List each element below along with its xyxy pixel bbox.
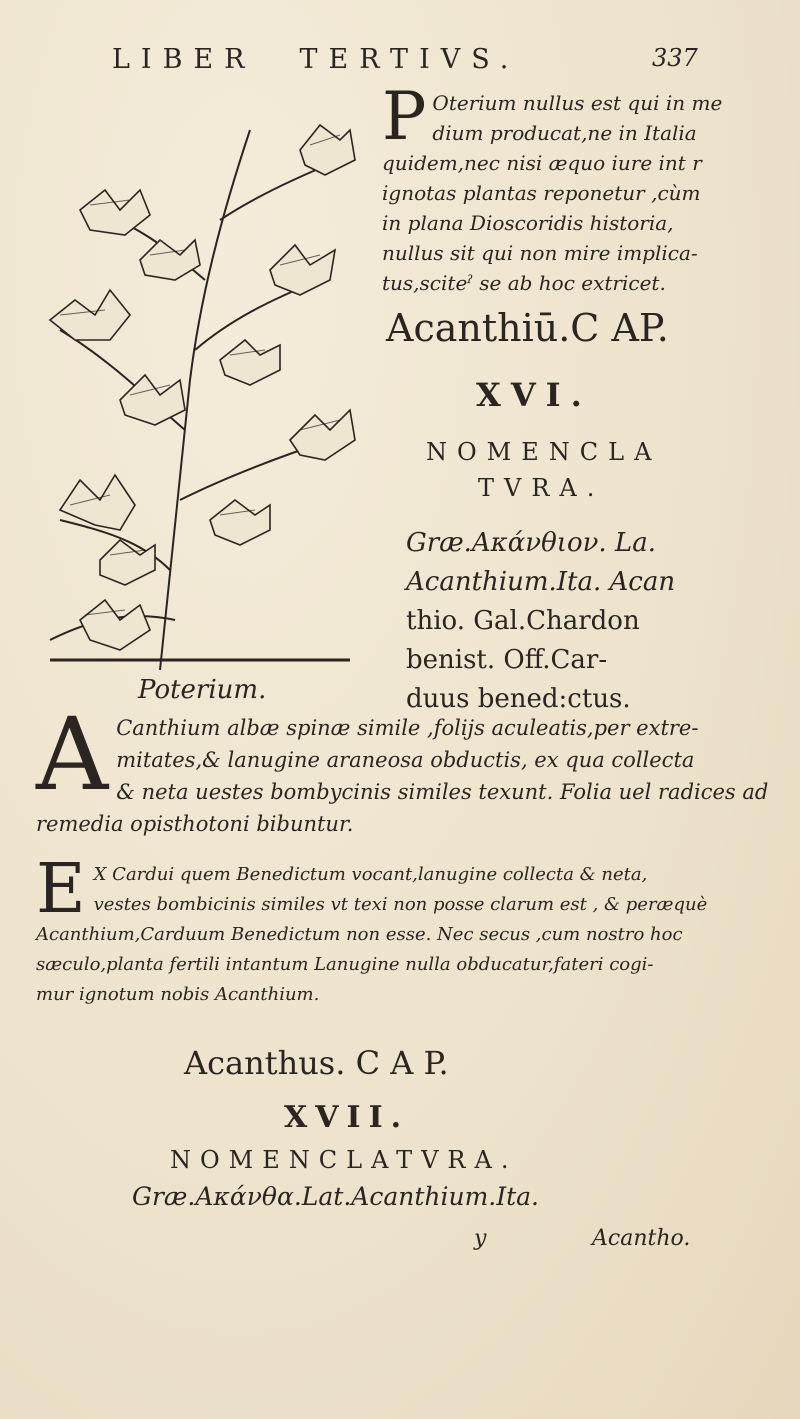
nomenclature-line: Acanthium.Ita. Acan xyxy=(406,567,676,597)
poterium-woodcut xyxy=(20,100,360,690)
intro-line: Oterium nullus est qui in me xyxy=(432,91,723,115)
chapter16-heading: Acanthiū.C AP. xyxy=(386,306,669,350)
running-head-left: LIBER xyxy=(112,44,256,75)
body-line: mitates,& lanugine araneosa obductis, ex qua collecta xyxy=(116,748,695,772)
chapter17-nomenclatura-heading: NOMENCLATVRA. xyxy=(170,1146,518,1174)
nomenclature-line: Græ.Ακάνθιον. La. xyxy=(406,528,656,558)
intro-line: in plana Dioscoridis historia, xyxy=(382,211,674,235)
chapter17-heading: Acanthus. C A P. xyxy=(184,1044,449,1082)
chapter16-number: XVI. xyxy=(476,376,592,414)
intro-line: quidem,nec nisi æquo iure int r xyxy=(382,151,702,175)
commentary-line: mur ignotum nobis Acanthium. xyxy=(36,984,320,1005)
intro-paragraph xyxy=(382,78,723,298)
signature-mark: y xyxy=(474,1226,487,1251)
chapter17-nomenclature: Græ.Ακάνθα.Lat.Acanthium.Ita. xyxy=(132,1182,540,1211)
dropcap-p: P xyxy=(382,78,427,155)
catchword: Acantho. xyxy=(592,1226,691,1251)
commentary-line: vestes bombicinis similes vt texi non posse clarum est , & peræquè xyxy=(93,894,708,915)
nomenclature-line: benist. Off.Car- xyxy=(406,645,608,675)
nomenclature-line: thio. Gal.Chardon xyxy=(406,606,640,636)
commentary-line: sæculo,planta fertili intantum Lanugine nulla obducatur,fateri cogi- xyxy=(36,954,654,975)
body-line: & neta uestes bombycinis similes texunt. Folia uel radices ad xyxy=(116,780,769,804)
intro-line: nullus sit qui non mire implica- xyxy=(382,241,698,265)
running-head xyxy=(112,44,519,75)
dropcap-a: A xyxy=(36,696,109,813)
nomenclatura-heading-part2: TVRA. xyxy=(478,474,605,502)
nomenclature-line: duus bened:ctus. xyxy=(406,684,631,714)
nomenclatura-heading-part1: NOMENCLA xyxy=(426,438,662,466)
intro-line: tus,sciteˀ se ab hoc extricet. xyxy=(382,271,666,295)
commentary-line: Acanthium,Carduum Benedictum non esse. Nec secus ,cum nostro hoc xyxy=(36,924,683,945)
commentary-line: X Cardui quem Benedictum vocant,lanugine collecta & neta, xyxy=(93,864,648,885)
dropcap-e: E xyxy=(36,850,86,929)
running-head-right: TERTIVS. xyxy=(299,44,520,75)
figure-caption: Poterium. xyxy=(138,675,267,705)
body-line: remedia opisthotoni bibuntur. xyxy=(36,812,354,836)
page-number: 337 xyxy=(652,44,698,72)
intro-line: ignotas plantas reponetur ,cùm xyxy=(382,181,701,205)
body-line: Canthium albæ spinæ simile ,folijs aculeatis,per extre- xyxy=(116,716,699,740)
commentary-paragraph xyxy=(36,850,716,1010)
chapter16-nomenclature xyxy=(406,524,706,719)
chapter17-number: XVII. xyxy=(284,1100,410,1135)
intro-line: dium producat,ne in Italia xyxy=(432,121,697,145)
